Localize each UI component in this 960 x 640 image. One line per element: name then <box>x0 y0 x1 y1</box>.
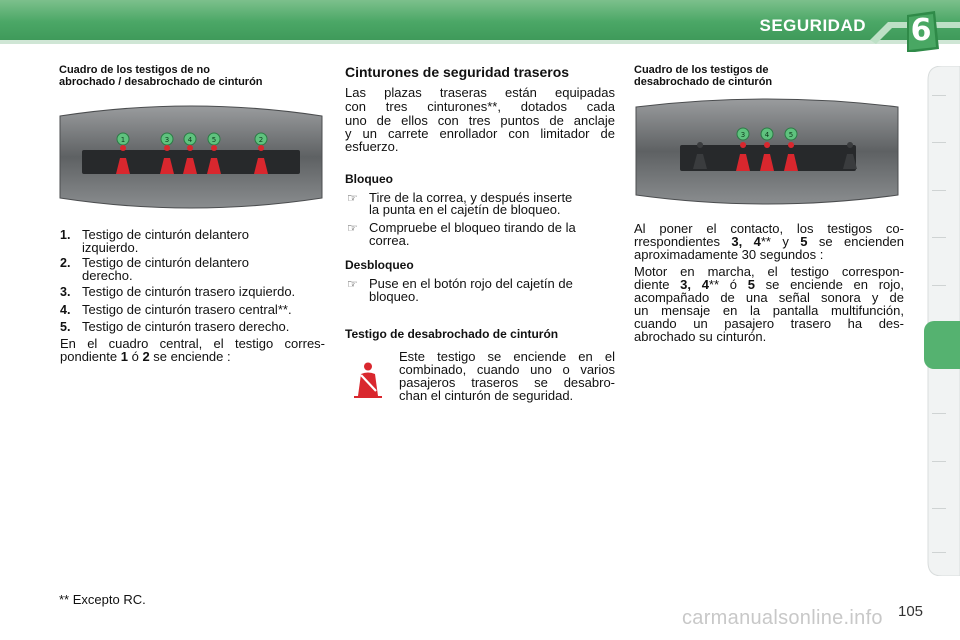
chapter-tab[interactable] <box>932 237 946 238</box>
chapter-tab[interactable] <box>932 508 946 509</box>
item-1-line-2: izquierdo. <box>82 240 139 255</box>
warning-line-1: Este testigo se enciende en el <box>399 349 615 364</box>
chapter-tab[interactable] <box>932 461 946 462</box>
page-header <box>0 0 960 52</box>
page-number: 105 <box>898 603 924 620</box>
unlock-heading: Desbloqueo <box>345 258 414 272</box>
intro-line-3: uno de ellos con tres puntos de anclaje <box>345 113 615 128</box>
left-heading-line-1: Cuadro de los testigos de no <box>59 64 210 76</box>
middle-heading: Cinturones de seguridad traseros <box>345 64 570 80</box>
chapter-tab-active[interactable] <box>924 321 960 369</box>
chapter-tab[interactable] <box>932 142 946 143</box>
item-2-line-1: Testigo de cinturón delantero <box>82 255 249 270</box>
right-p2-line-3: acompañado de una señal sonora y de <box>634 290 904 305</box>
lock-heading: Bloqueo <box>345 172 393 186</box>
bullet-arrow-icon: ☞ <box>347 191 358 205</box>
left-para-line-2: pondiente 1 ó 2 se enciende : <box>60 349 231 364</box>
item-4-line-1: Testigo de cinturón trasero central**. <box>82 302 292 317</box>
chapter-tab[interactable] <box>932 190 946 191</box>
right-p2-line-6: abrochado su cinturón. <box>634 329 767 344</box>
unlock-item-1-line-2: bloqueo. <box>369 289 419 304</box>
warning-line-4: chan el cinturón de seguridad. <box>399 388 574 403</box>
right-p1-line-1: Al poner el contacto, los testigos co- <box>634 221 904 236</box>
seatbelt-warning-icon <box>350 362 386 398</box>
panel-label-2: 2 <box>258 136 264 144</box>
chapter-tab[interactable] <box>932 285 946 286</box>
item-number-5: 5. <box>60 320 71 334</box>
seatbelt-panel-all <box>56 102 326 214</box>
item-number-2: 2. <box>60 256 71 270</box>
right-p2-line-2: diente 3, 4** ó 5 se enciende en rojo, <box>634 277 904 292</box>
intro-line-4: y un carrete enrollador con limitador de <box>345 126 615 141</box>
right-p1-line-3: aproximadamente 30 segundos : <box>634 247 824 262</box>
right-heading-line-2: desabrochado de cinturón <box>634 76 773 88</box>
chapter-number: 6 <box>910 13 932 48</box>
chapter-tab[interactable] <box>932 95 946 96</box>
warning-line-3: pasajeros traseros se desabro- <box>399 375 615 390</box>
bullet-arrow-icon: ☞ <box>347 277 358 291</box>
panel-label-5: 5 <box>788 131 794 139</box>
left-para-line-1: En el cuadro central, el testigo corres- <box>60 336 325 351</box>
panel-label-4: 4 <box>764 131 770 139</box>
lock-item-1-line-2: la punta en el cajetín de bloqueo. <box>369 202 561 217</box>
item-5-line-1: Testigo de cinturón trasero derecho. <box>82 319 290 334</box>
seatbelt-panel-rear <box>632 95 902 210</box>
left-heading-line-2: abrochado / desabrochado de cinturón <box>59 76 263 88</box>
panel-label-4: 4 <box>187 136 193 144</box>
lock-item-2-line-2: correa. <box>369 233 410 248</box>
item-2-line-2: derecho. <box>82 268 133 283</box>
intro-line-5: esfuerzo. <box>345 139 399 154</box>
footnote: ** Excepto RC. <box>59 592 146 607</box>
right-p1-line-2: rrespondientes 3, 4** y 5 se encienden <box>634 234 905 249</box>
lock-item-1-line-1: Tire de la correa, y después inserte <box>369 190 573 205</box>
panel-label-3: 3 <box>740 131 746 139</box>
right-p2-line-4: un mensaje en la pantalla multifunción, <box>634 303 904 318</box>
chapter-tab[interactable] <box>932 552 946 553</box>
right-p2-line-5: cuando un pasajero trasero ha des- <box>634 316 904 331</box>
item-3-line-1: Testigo de cinturón trasero izquierdo. <box>82 284 296 299</box>
right-heading-line-1: Cuadro de los testigos de <box>634 64 769 76</box>
intro-line-2: con tres cinturones**, dotados cada <box>345 99 615 114</box>
panel-label-1: 1 <box>120 136 126 144</box>
right-p2-line-1: Motor en marcha, el testigo correspon- <box>634 264 904 279</box>
warning-line-2: combinado, cuando uno o varios <box>399 362 615 377</box>
panel-label-3: 3 <box>164 136 170 144</box>
panel-label-5: 5 <box>211 136 217 144</box>
section-title: SEGURIDAD <box>759 16 866 35</box>
item-number-4: 4. <box>60 303 71 317</box>
lock-item-2-line-1: Compruebe el bloqueo tirando de la <box>369 220 576 235</box>
item-number-1: 1. <box>60 228 71 242</box>
warning-heading: Testigo de desabrochado de cinturón <box>345 327 559 341</box>
item-number-3: 3. <box>60 285 71 299</box>
watermark: carmanualsonline.info <box>682 607 883 629</box>
bullet-arrow-icon: ☞ <box>347 221 358 235</box>
chapter-tab[interactable] <box>932 413 946 414</box>
intro-line-1: Las plazas traseras están equipadas <box>345 85 615 100</box>
item-1-line-1: Testigo de cinturón delantero <box>82 227 249 242</box>
unlock-item-1-line-1: Puse en el botón rojo del cajetín de <box>369 276 573 291</box>
